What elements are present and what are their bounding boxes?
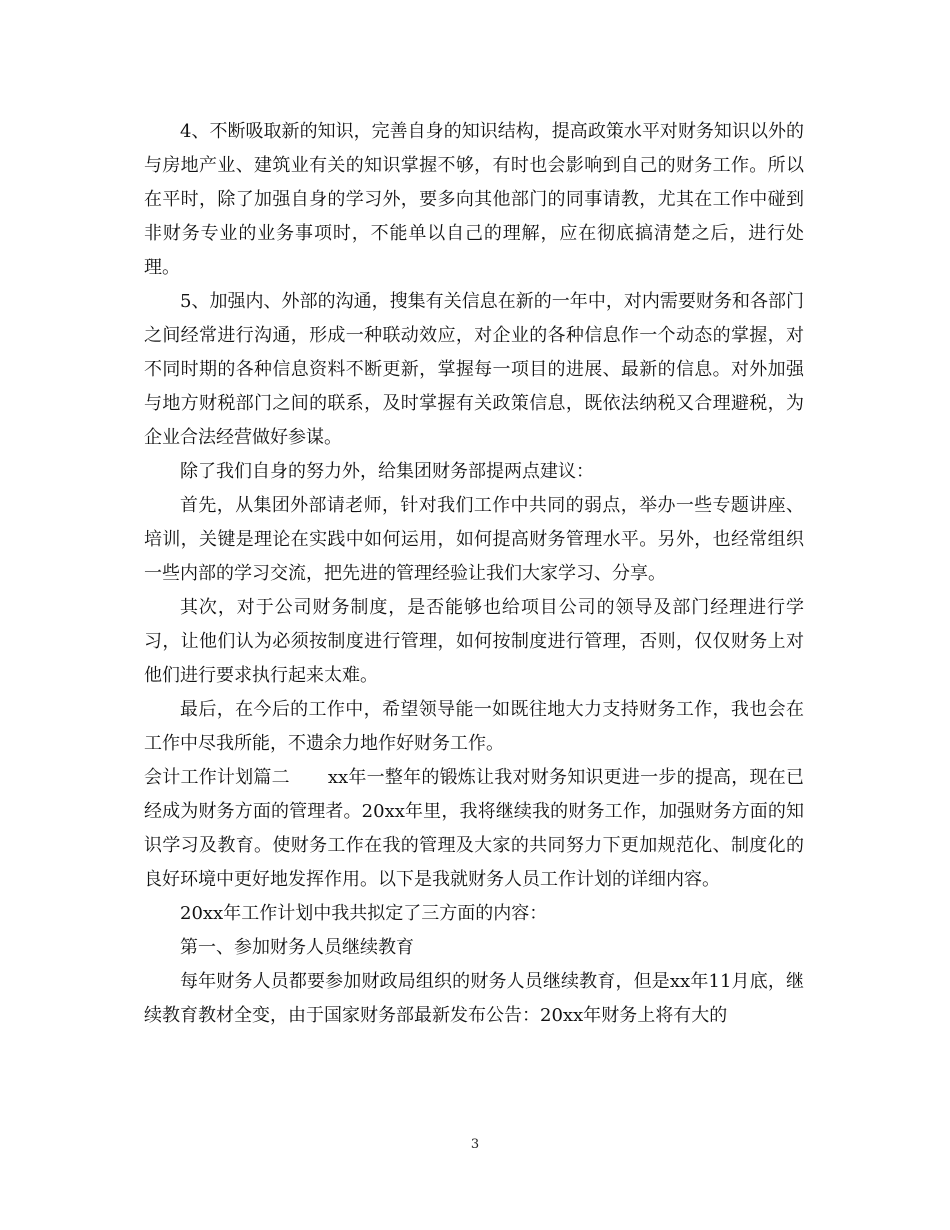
paragraph-plan-first-item: 第一、参加财务人员继续教育: [180, 937, 414, 958]
paragraph-continuing-education: 每年财务人员都要参加财政局组织的财务人员继续教育，但是xx年11月底，继续教育教材全变，由于国家财务部最新发布公告：20xx年财务上将有大的: [144, 971, 804, 1026]
paragraph-item-4: 4、不断吸取新的知识，完善自身的知识结构，提高政策水平对财务知识以外的与房地产业、建筑业有关的知识掌握不够，有时也会影响到自己的财务工作。所以在平时，除了加强自身的学习外，要多向其他部门的同事请教，尤其在工作中碰到非财务专业的业务事项时，不能单以自己的理解，应在彻底搞清楚之后，进行处理。: [144, 121, 804, 278]
section-two-paragraph: [144, 761, 804, 897]
paragraph-plan-overview: 20xx年工作计划中我共拟定了三方面的内容：: [180, 903, 548, 924]
paragraph-suggestions-intro: 除了我们自身的努力外，给集团财务部提两点建议：: [180, 461, 594, 482]
paragraph-first-suggestion: 首先，从集团外部请老师，针对我们工作中共同的弱点，举办一些专题讲座、培训，关键是理论在实践中如何运用，如何提高财务管理水平。另外，也经常组织一些内部的学习交流，把先进的管理经验让我们大家学习、分享。: [144, 495, 804, 584]
document-body: [144, 115, 804, 1033]
paragraph-second-suggestion: 其次，对于公司财务制度，是否能够也给项目公司的领导及部门经理进行学习，让他们认为必须按制度进行管理，如何按制度进行管理，否则，仅仅财务上对他们进行要求执行起来太难。: [144, 597, 804, 686]
paragraph-closing: 最后，在今后的工作中，希望领导能一如既往地大力支持财务工作，我也会在工作中尽我所能，不遗余力地作好财务工作。: [144, 699, 804, 754]
section-intro: xx年一整年的锻炼让我对财务知识更进一步的提高，现在已经成为财务方面的管理者。20xx年里，我将继续我的财务工作，加强财务方面的知识学习及教育。使财务工作在我的管理及大家的共同努力下更加规范化、制度化的良好环境中更好地发挥作用。以下是我就财务人员工作计划的详细内容。: [144, 767, 804, 890]
section-title: 会计工作计划篇二: [144, 767, 290, 788]
paragraph-item-5: 5、加强内、外部的沟通，搜集有关信息在新的一年中，对内需要财务和各部门之间经常进行沟通，形成一种联动效应，对企业的各种信息作一个动态的掌握，对不同时期的各种信息资料不断更新，掌握每一项目的进展、最新的信息。对外加强与地方财税部门之间的联系，及时掌握有关政策信息，既依法纳税又合理避税，为企业合法经营做好参谋。: [144, 291, 804, 448]
page-number: 3: [470, 1137, 480, 1152]
